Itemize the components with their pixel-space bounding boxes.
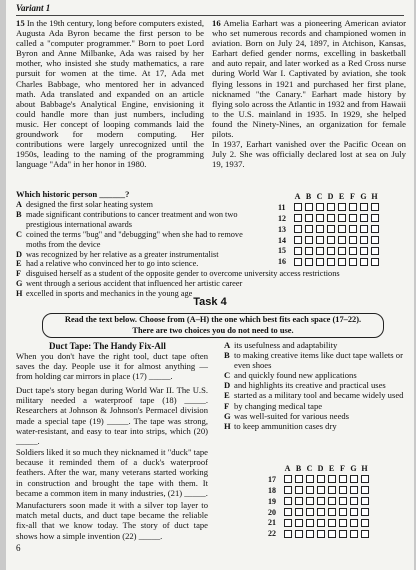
text-title: Duct Tape: The Handy Fix-All — [49, 341, 166, 351]
grid-row-number: 19 — [268, 496, 276, 506]
answer-checkbox[interactable] — [295, 508, 303, 516]
answer-checkbox[interactable] — [350, 497, 358, 505]
answer-checkbox[interactable] — [284, 497, 292, 505]
answer-checkbox[interactable] — [284, 530, 292, 538]
option-e: E started as a military tool and became widely used — [224, 390, 404, 401]
passage-16 — [212, 18, 406, 169]
answer-checkbox[interactable] — [317, 475, 325, 483]
answer-checkbox[interactable] — [317, 508, 325, 516]
answer-checkbox[interactable] — [361, 530, 369, 538]
answer-checkbox[interactable] — [350, 530, 358, 538]
text-paragraph: Manufacturers soon made it with a silver top layer to match metal ducts, and duct tape became the reliable fix-all that we know today. The story of duct tape shows how a simple invention (22) _____. — [16, 500, 208, 541]
answer-checkbox[interactable] — [360, 247, 368, 255]
answer-checkbox[interactable] — [349, 258, 357, 266]
answer-grid-2 — [268, 463, 370, 539]
option-h: H to keep ammunition cases dry — [224, 420, 337, 431]
grid-row — [268, 496, 370, 507]
option-g: G went through a serious accident that influenced her artistic career — [16, 279, 243, 289]
passage-text-2: In 1937, Earhart vanished over the Pacific Ocean on July 2. She was officially declared lost at sea on July 19, 1937. — [212, 139, 406, 170]
answer-checkbox[interactable] — [350, 508, 358, 516]
option-c: C and quickly found new applications — [224, 370, 357, 381]
answer-checkbox[interactable] — [338, 236, 346, 244]
answer-checkbox[interactable] — [328, 519, 336, 527]
answer-checkbox[interactable] — [294, 258, 302, 266]
answer-checkbox[interactable] — [360, 203, 368, 211]
grid-header — [268, 463, 370, 474]
answer-checkbox[interactable] — [316, 258, 324, 266]
answer-checkbox[interactable] — [295, 475, 303, 483]
answer-checkbox[interactable] — [305, 203, 313, 211]
answer-checkbox[interactable] — [317, 486, 325, 494]
grid-column-label: H — [371, 191, 378, 201]
grid-row-number: 13 — [278, 224, 286, 234]
answer-checkbox[interactable] — [360, 258, 368, 266]
answer-checkbox[interactable] — [306, 475, 314, 483]
passage-number: 16 — [212, 18, 221, 28]
answer-checkbox[interactable] — [371, 236, 379, 244]
answer-checkbox[interactable] — [306, 530, 314, 538]
grid-column-label: H — [361, 463, 368, 473]
answer-checkbox[interactable] — [295, 486, 303, 494]
answer-checkbox[interactable] — [339, 486, 347, 494]
grid-row — [278, 224, 380, 235]
answer-checkbox[interactable] — [338, 225, 346, 233]
answer-checkbox[interactable] — [317, 497, 325, 505]
answer-checkbox[interactable] — [305, 214, 313, 222]
grid-column-label: D — [327, 191, 334, 201]
answer-checkbox[interactable] — [328, 486, 336, 494]
answer-checkbox[interactable] — [305, 236, 313, 244]
grid-row — [278, 213, 380, 224]
grid-row-number: 20 — [268, 507, 276, 517]
grid-row-number: 16 — [278, 257, 286, 267]
option-f: F by changing medical tape — [224, 400, 323, 411]
answer-checkbox[interactable] — [295, 530, 303, 538]
answer-checkbox[interactable] — [349, 214, 357, 222]
grid-column-label: A — [294, 191, 301, 201]
answer-checkbox[interactable] — [306, 519, 314, 527]
answer-checkbox[interactable] — [317, 519, 325, 527]
answer-checkbox[interactable] — [306, 508, 314, 516]
grid-row — [268, 528, 370, 539]
answer-checkbox[interactable] — [305, 225, 313, 233]
answer-checkbox[interactable] — [305, 258, 313, 266]
answer-checkbox[interactable] — [328, 508, 336, 516]
answer-checkbox[interactable] — [339, 497, 347, 505]
answer-checkbox[interactable] — [338, 258, 346, 266]
answer-checkbox[interactable] — [371, 247, 379, 255]
option-g: G was well-suited for various needs — [224, 410, 350, 421]
grid-row — [268, 474, 370, 485]
passage-text: In the 19th century, long before computers existed, Augusta Ada Byron became the first person to be called a "computer programmer." Born to poet Lord Byron and Anne Milbanke, Ada was raised by her mother, who insisted she study mathematics, a rare pursuit for women at the time. At 17, Ada met Charles Babbage, who mentored her in advanced math. Ada translated and expanded on an article about Babbage's Analytical Engine, envisioning it could handle more than just numbers, including music. Her concept of looping commands laid the groundwork for modern computing. Her contributions were largely unrecognized until the 1950s, leading to the naming of the programming language "Ada" in her honor in 1980. — [16, 18, 204, 170]
answer-checkbox[interactable] — [339, 519, 347, 527]
answer-checkbox[interactable] — [316, 225, 324, 233]
grid-row-number: 11 — [278, 202, 286, 212]
grid-column-label: F — [350, 191, 355, 201]
answer-checkbox[interactable] — [349, 247, 357, 255]
grid-row — [278, 235, 380, 246]
option-d: D was recognized by her relative as a greater instrumentalist — [16, 249, 219, 259]
answer-checkbox[interactable] — [328, 475, 336, 483]
answer-checkbox[interactable] — [328, 530, 336, 538]
option-a: A its usefulness and adaptability — [224, 340, 338, 350]
grid-row — [268, 507, 370, 518]
grid-column-label: B — [295, 463, 302, 473]
grid-column-label: G — [360, 191, 367, 201]
grid-row-number: 15 — [278, 246, 286, 256]
answer-checkbox[interactable] — [360, 225, 368, 233]
answer-checkbox[interactable] — [294, 247, 302, 255]
answer-checkbox[interactable] — [339, 530, 347, 538]
page-number: 6 — [16, 543, 21, 553]
option-e: E had a relative who convinced her to go into science. — [16, 259, 199, 269]
answer-checkbox[interactable] — [316, 236, 324, 244]
grid-column-label: C — [316, 191, 323, 201]
answer-checkbox[interactable] — [316, 214, 324, 222]
answer-checkbox[interactable] — [306, 497, 314, 505]
grid-column-label: C — [306, 463, 313, 473]
answer-checkbox[interactable] — [327, 203, 335, 211]
answer-checkbox[interactable] — [360, 214, 368, 222]
option-c: C coined the terms "bug" and "debugging" when she had to remove moths from the device — [16, 229, 243, 249]
answer-checkbox[interactable] — [361, 486, 369, 494]
text-paragraph: Soldiers liked it so much they nicknamed it "duck" tape because it reminded them of a duck's waterproof feathers. After the war, many veterans started working in construction and brought the tape with them. It became a common item in many industries, (21) _____. — [16, 447, 208, 498]
answer-checkbox[interactable] — [306, 486, 314, 494]
answer-checkbox[interactable] — [361, 475, 369, 483]
answer-checkbox[interactable] — [361, 519, 369, 527]
grid-row-number: 22 — [268, 529, 276, 539]
instruction-line-1: Read the text below. Choose from (A–H) the one which best fits each space (17–22). — [64, 315, 362, 324]
answer-checkbox[interactable] — [327, 225, 335, 233]
passage-number: 15 — [16, 18, 25, 28]
option-a: A designed the first solar heating system — [16, 200, 153, 209]
answer-checkbox[interactable] — [294, 225, 302, 233]
answer-checkbox[interactable] — [350, 519, 358, 527]
passage-15 — [16, 18, 204, 169]
task-title: Task 4 — [193, 296, 227, 308]
answer-checkbox[interactable] — [284, 486, 292, 494]
answer-checkbox[interactable] — [361, 497, 369, 505]
passage-text: Amelia Earhart was a pioneering American aviator who set numerous records and championed women in aviation. Born on July 24, 1897, in Atchison, Kansas, Earhart defied gender norms, excelling in basketball and auto repair, and later worked as a Red Cross nurse during World War I. Captivated by aviation, she took flying lessons in 1921 and purchased her first plane, nicknamed "the Canary." Earhart made history by flying solo across the Atlantic in 1932 and from Hawaii to the U.S. mainland in 1935. In 1929, she helped found the Ninety-Nines, an organization for female pilots. — [212, 18, 406, 140]
grid-row — [278, 202, 380, 213]
answer-checkbox[interactable] — [361, 508, 369, 516]
answer-checkbox[interactable] — [284, 475, 292, 483]
grid-row-number: 12 — [278, 213, 286, 223]
text-paragraph: When you don't have the right tool, duct tape often saves the day. People use it for almost anything — from holding car mirrors in place (17) _____. — [16, 351, 208, 382]
answer-checkbox[interactable] — [339, 475, 347, 483]
option-b: B to making creative items like duct tape wallets or even shoes — [224, 350, 403, 371]
option-b: B made significant contributions to cancer treatment and won two prestigious international awards — [16, 209, 238, 229]
task-instructions — [42, 313, 384, 338]
grid-column-label: F — [340, 463, 345, 473]
answer-checkbox[interactable] — [327, 236, 335, 244]
answer-checkbox[interactable] — [305, 247, 313, 255]
answer-checkbox[interactable] — [371, 214, 379, 222]
answer-checkbox[interactable] — [371, 203, 379, 211]
answer-checkbox[interactable] — [327, 214, 335, 222]
answer-checkbox[interactable] — [327, 247, 335, 255]
grid-column-label: B — [305, 191, 312, 201]
answer-checkbox[interactable] — [349, 236, 357, 244]
grid-column-label: G — [350, 463, 357, 473]
answer-checkbox[interactable] — [338, 247, 346, 255]
option-d: D and highlights its creative and practical uses — [224, 380, 386, 391]
answer-checkbox[interactable] — [339, 508, 347, 516]
grid-column-label: A — [284, 463, 291, 473]
grid-row — [268, 485, 370, 496]
answer-checkbox[interactable] — [338, 214, 346, 222]
grid-row — [278, 245, 380, 256]
answer-checkbox[interactable] — [371, 225, 379, 233]
answer-checkbox[interactable] — [350, 486, 358, 494]
answer-checkbox[interactable] — [316, 247, 324, 255]
option-h: H excelled in sports and mechanics in the young age — [16, 289, 193, 299]
answer-checkbox[interactable] — [317, 530, 325, 538]
options-list-2 — [224, 340, 410, 431]
option-f: F disguised herself as a student of the opposite gender to overcome university access restrictions — [16, 269, 340, 279]
answer-checkbox[interactable] — [327, 258, 335, 266]
grid-column-label: E — [338, 191, 345, 201]
answer-checkbox[interactable] — [338, 203, 346, 211]
answer-checkbox[interactable] — [295, 497, 303, 505]
grid-row — [268, 517, 370, 528]
grid-row-number: 18 — [268, 485, 276, 495]
answer-checkbox[interactable] — [316, 203, 324, 211]
answer-checkbox[interactable] — [294, 214, 302, 222]
answer-checkbox[interactable] — [360, 236, 368, 244]
grid-header — [278, 191, 380, 202]
answer-checkbox[interactable] — [294, 236, 302, 244]
answer-grid-1 — [278, 191, 380, 267]
question-prompt: Which historic person ______? — [16, 189, 130, 199]
answer-checkbox[interactable] — [295, 519, 303, 527]
answer-checkbox[interactable] — [349, 203, 357, 211]
answer-checkbox[interactable] — [349, 225, 357, 233]
answer-checkbox[interactable] — [284, 519, 292, 527]
grid-row — [278, 256, 380, 267]
instruction-line-2: There are two choices you do not need to use. — [132, 325, 294, 335]
answer-checkbox[interactable] — [371, 258, 379, 266]
answer-checkbox[interactable] — [294, 203, 302, 211]
grid-row-number: 14 — [278, 235, 286, 245]
grid-column-label: E — [328, 463, 335, 473]
grid-column-label: D — [317, 463, 324, 473]
answer-checkbox[interactable] — [328, 497, 336, 505]
answer-checkbox[interactable] — [284, 508, 292, 516]
exam-page — [6, 0, 414, 570]
variant-header: Variant 1 — [16, 3, 404, 16]
text-paragraph: Duct tape's story began during World War II. The U.S. military needed a waterproof tape (18) _____. Researchers at Johnson & Johnson's Permacel division made a special tape (19) _____. The tape was strong, water-resistant, and easy to tear into strips, which (20) _____. — [16, 385, 208, 447]
answer-checkbox[interactable] — [350, 475, 358, 483]
grid-row-number: 21 — [268, 518, 276, 528]
grid-row-number: 17 — [268, 474, 276, 484]
